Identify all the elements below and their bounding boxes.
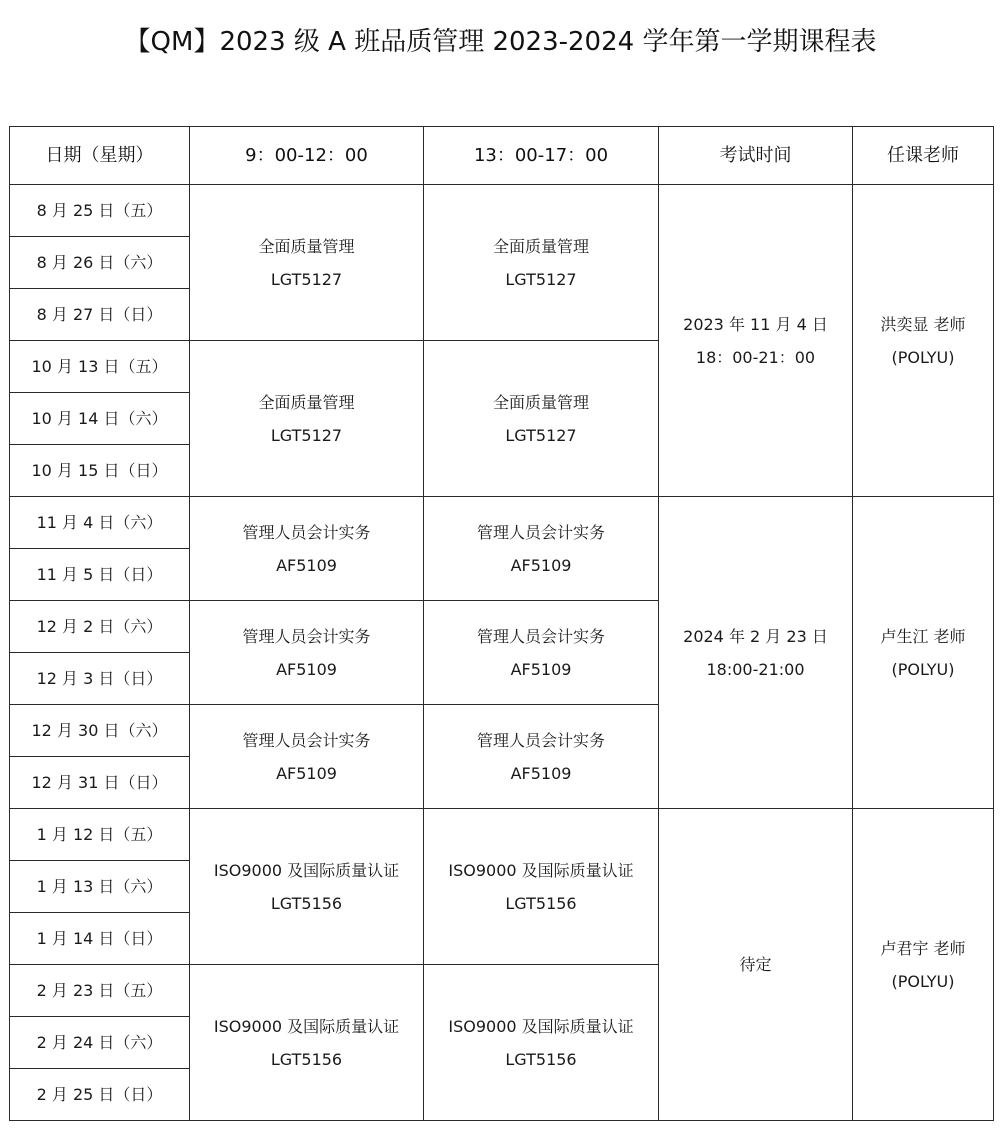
date-cell: 10 月 13 日（五） xyxy=(10,341,190,393)
date-cell: 8 月 27 日（日） xyxy=(10,289,190,341)
table-row xyxy=(10,185,994,237)
teacher-org: (POLYU) xyxy=(891,971,955,991)
morning-course-cell xyxy=(190,185,424,341)
exam-date: 待定 xyxy=(739,955,772,974)
date-cell: 1 月 12 日（五） xyxy=(10,809,190,861)
course-name: ISO9000 及国际质量认证 xyxy=(448,1016,634,1036)
course-name: 管理人员会计实务 xyxy=(476,522,605,542)
afternoon-course-cell xyxy=(424,601,659,705)
table-row xyxy=(10,497,994,549)
header-afternoon: 13：00-17：00 xyxy=(424,127,659,185)
course-name: 管理人员会计实务 xyxy=(476,626,605,646)
header-morning: 9：00-12：00 xyxy=(190,127,424,185)
course-name: 管理人员会计实务 xyxy=(242,522,371,542)
teacher-name: 洪奕显 老师 xyxy=(880,314,966,334)
date-cell: 12 月 2 日（六） xyxy=(10,601,190,653)
course-code: AF5109 xyxy=(510,763,572,783)
course-code: LGT5127 xyxy=(270,425,343,445)
morning-course-cell xyxy=(190,341,424,497)
afternoon-course-cell xyxy=(424,809,659,965)
course-code: LGT5127 xyxy=(270,269,343,289)
course-code: AF5109 xyxy=(276,763,337,783)
date-cell: 11 月 5 日（日） xyxy=(10,549,190,601)
date-cell: 10 月 14 日（六） xyxy=(10,393,190,445)
header-date: 日期（星期） xyxy=(10,127,190,185)
afternoon-course-cell xyxy=(424,497,659,601)
date-cell: 11 月 4 日（六） xyxy=(10,497,190,549)
date-cell: 2 月 23 日（五） xyxy=(10,965,190,1017)
schedule-table xyxy=(9,126,994,1121)
course-name: ISO9000 及国际质量认证 xyxy=(213,1016,400,1036)
course-code: LGT5156 xyxy=(505,1049,577,1069)
date-cell: 8 月 25 日（五） xyxy=(10,185,190,237)
afternoon-course-cell xyxy=(424,185,659,341)
course-code: LGT5127 xyxy=(505,425,577,445)
afternoon-course-cell xyxy=(424,705,659,809)
date-cell: 2 月 24 日（六） xyxy=(10,1017,190,1069)
course-code: LGT5156 xyxy=(270,1049,343,1069)
course-name: 全面质量管理 xyxy=(258,236,355,256)
course-name: ISO9000 及国际质量认证 xyxy=(213,860,400,880)
date-cell: 1 月 13 日（六） xyxy=(10,861,190,913)
morning-course-cell xyxy=(190,809,424,965)
header-exam-time: 考试时间 xyxy=(659,127,853,185)
morning-course-cell xyxy=(190,497,424,601)
course-name: 管理人员会计实务 xyxy=(242,626,371,646)
date-cell: 10 月 15 日（日） xyxy=(10,445,190,497)
morning-course-cell xyxy=(190,965,424,1121)
course-code: AF5109 xyxy=(510,659,572,679)
teacher-cell xyxy=(853,497,994,809)
course-code: AF5109 xyxy=(510,555,572,575)
teacher-cell xyxy=(853,185,994,497)
date-cell: 8 月 26 日（六） xyxy=(10,237,190,289)
teacher-name: 卢生江 老师 xyxy=(880,626,966,646)
morning-course-cell xyxy=(190,601,424,705)
course-name: 管理人员会计实务 xyxy=(476,730,605,750)
course-name: ISO9000 及国际质量认证 xyxy=(448,860,634,880)
exam-time-cell xyxy=(659,809,853,1121)
exam-hours: 18：00-21：00 xyxy=(695,347,816,367)
afternoon-course-cell xyxy=(424,341,659,497)
date-cell: 2 月 25 日（日） xyxy=(10,1069,190,1121)
page-title: 【QM】2023 级 A 班品质管理 2023-2024 学年第一学期课程表 xyxy=(124,27,877,57)
header-teacher: 任课老师 xyxy=(853,127,994,185)
teacher-cell xyxy=(853,809,994,1121)
teacher-org: (POLYU) xyxy=(891,347,955,367)
table-header-row xyxy=(10,127,994,185)
course-name: 全面质量管理 xyxy=(492,236,589,256)
course-code: LGT5127 xyxy=(505,269,577,289)
date-cell: 12 月 31 日（日） xyxy=(10,757,190,809)
afternoon-course-cell xyxy=(424,965,659,1121)
exam-time-cell xyxy=(659,497,853,809)
course-code: LGT5156 xyxy=(505,893,577,913)
course-name: 全面质量管理 xyxy=(258,392,355,412)
date-cell: 1 月 14 日（日） xyxy=(10,913,190,965)
course-code: LGT5156 xyxy=(270,893,343,913)
morning-course-cell xyxy=(190,705,424,809)
course-code: AF5109 xyxy=(276,659,337,679)
exam-date: 2024 年 2 月 23 日 xyxy=(683,626,828,646)
teacher-org: (POLYU) xyxy=(891,659,955,679)
date-cell: 12 月 3 日（日） xyxy=(10,653,190,705)
exam-hours: 18:00-21:00 xyxy=(706,659,805,679)
exam-time-cell xyxy=(659,185,853,497)
exam-date: 2023 年 11 月 4 日 xyxy=(683,314,828,334)
teacher-name: 卢君宇 老师 xyxy=(880,938,966,958)
table-row xyxy=(10,809,994,861)
date-cell: 12 月 30 日（六） xyxy=(10,705,190,757)
course-name: 全面质量管理 xyxy=(492,392,589,412)
course-name: 管理人员会计实务 xyxy=(242,730,371,750)
course-code: AF5109 xyxy=(276,555,337,575)
